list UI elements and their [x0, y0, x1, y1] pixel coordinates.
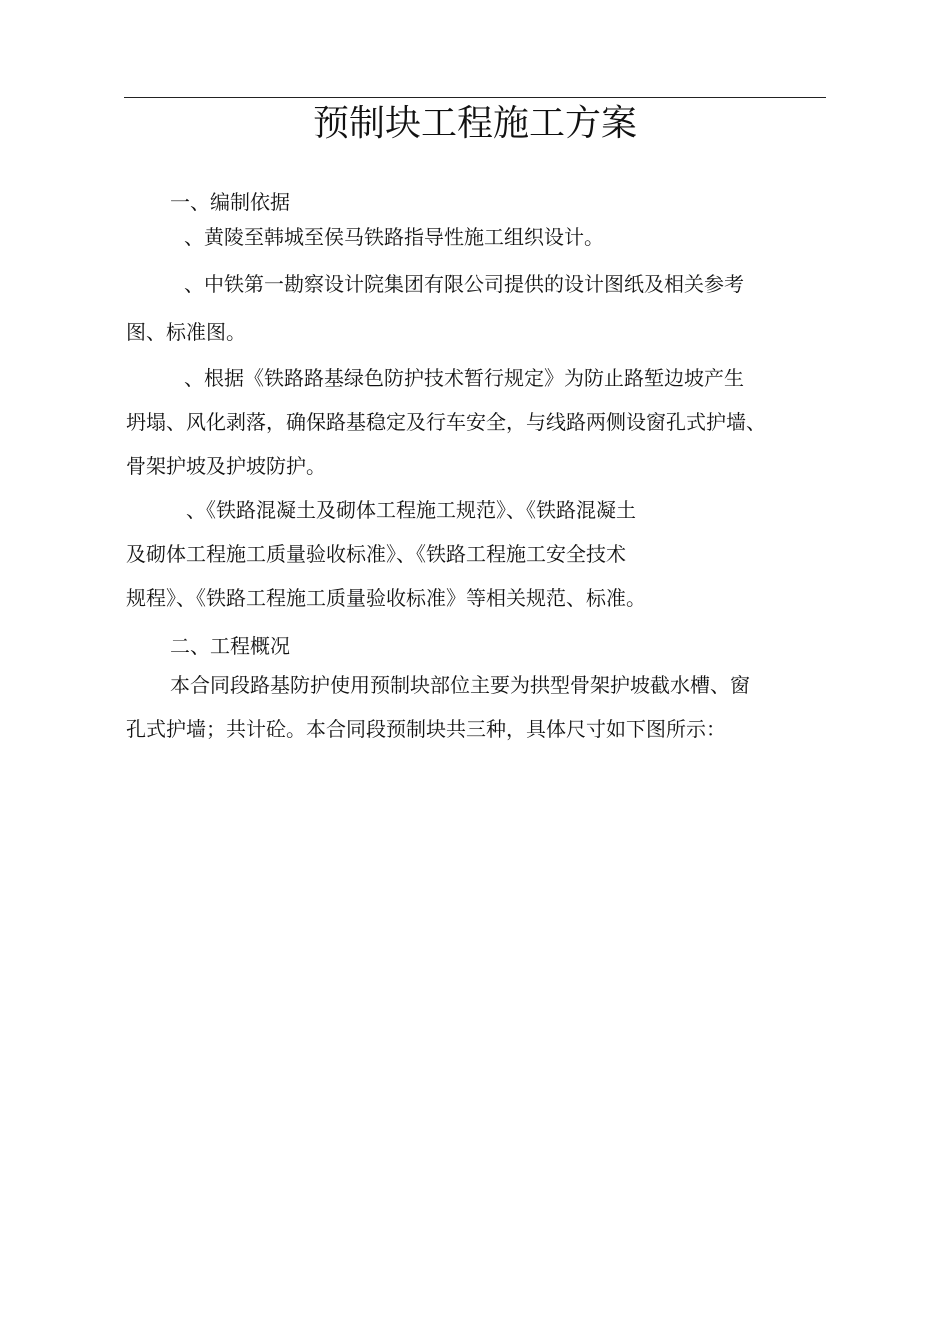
- paragraph-line: 、黄陵至韩城至侯马铁路指导性施工组织设计。: [184, 225, 604, 249]
- section-heading-basis: 一、编制依据: [170, 190, 290, 214]
- paragraph-line: 骨架护坡及护坡防护。: [126, 454, 326, 478]
- paragraph-line: 、中铁第一勘察设计院集团有限公司提供的设计图纸及相关参考: [184, 272, 744, 296]
- paragraph-line: 、根据《铁路路基绿色防护技术暂行规定》为防止路堑边坡产生: [184, 366, 744, 390]
- paragraph-line: 、《铁路混凝土及砌体工程施工规范》、《铁路混凝土: [186, 498, 636, 522]
- document-title: 预制块工程施工方案: [312, 103, 637, 144]
- paragraph-line: 坍塌、风化剥落，确保路基稳定及行车安全，与线路两侧设窗孔式护墙、: [126, 410, 766, 434]
- paragraph-line: 规程》、《铁路工程施工质量验收标准》等相关规范、标准。: [126, 586, 646, 610]
- header-rule: [124, 97, 826, 98]
- paragraph-line: 本合同段路基防护使用预制块部位主要为拱型骨架护坡截水槽、窗: [170, 673, 750, 697]
- section-heading-overview: 二、工程概况: [170, 634, 290, 658]
- paragraph-line: 孔式护墙；共计砼。本合同段预制块共三种，具体尺寸如下图所示：: [126, 717, 726, 741]
- paragraph-line: 图、标准图。: [126, 320, 246, 344]
- paragraph-line: 及砌体工程施工质量验收标准》、《铁路工程施工安全技术: [126, 542, 626, 566]
